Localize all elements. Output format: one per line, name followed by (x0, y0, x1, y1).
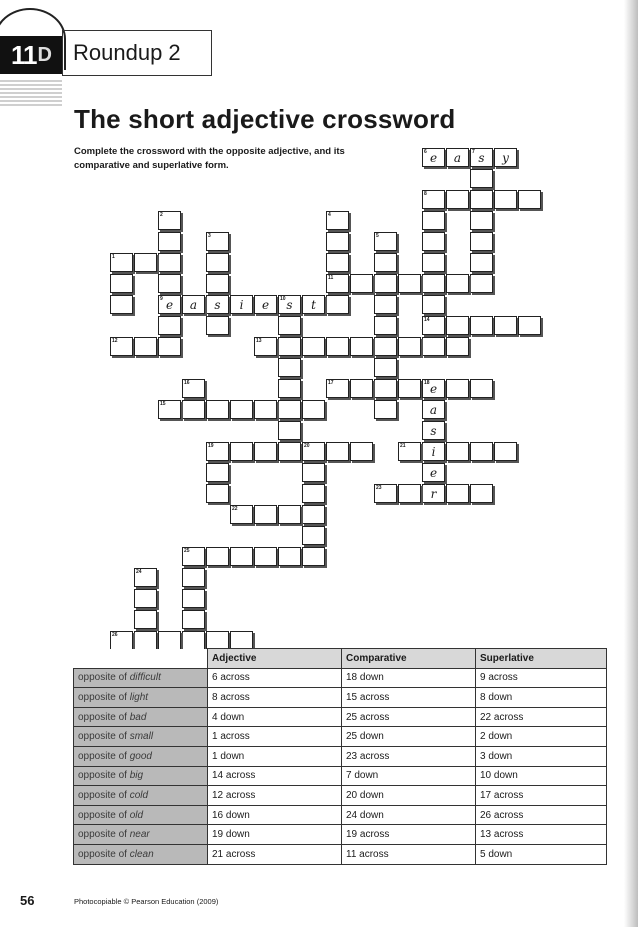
row-comparative: 15 across (342, 688, 476, 708)
clue-number: 14 (424, 317, 430, 323)
crossword-cell[interactable] (422, 400, 445, 419)
row-clue-word: small (129, 731, 154, 743)
row-superlative: 2 down (476, 727, 607, 747)
clue-table (73, 648, 607, 865)
crossword-cell[interactable] (278, 358, 301, 377)
crossword-cell[interactable] (326, 211, 349, 230)
crossword-cell[interactable] (206, 484, 229, 503)
cell-letter: s (286, 298, 293, 312)
crossword-cell[interactable] (302, 547, 325, 566)
crossword-cell[interactable] (254, 337, 277, 356)
row-superlative: 13 across (476, 825, 607, 845)
crossword-cell[interactable] (422, 463, 445, 482)
table-header-row (74, 649, 607, 669)
row-clue-prefix: opposite of (78, 711, 130, 723)
crossword-cell[interactable] (158, 316, 181, 335)
row-clue-word: near (129, 829, 150, 841)
crossword-cell[interactable] (134, 253, 157, 272)
crossword-cell[interactable] (326, 337, 349, 356)
crossword-cell[interactable] (158, 232, 181, 251)
page-title: The short adjective crossword (74, 104, 456, 134)
crossword-cell[interactable] (350, 442, 373, 461)
row-comparative: 18 down (342, 668, 476, 688)
crossword-cell[interactable] (110, 295, 133, 314)
crossword-cell[interactable] (470, 232, 493, 251)
crossword-cell[interactable] (350, 337, 373, 356)
crossword-cell[interactable] (254, 295, 277, 314)
clue-number: 20 (304, 443, 310, 449)
crossword-cell[interactable] (134, 337, 157, 356)
crossword-cell[interactable] (326, 253, 349, 272)
clue-number: 26 (112, 632, 118, 638)
clue-number: 6 (424, 149, 427, 155)
row-comparative: 11 across (342, 844, 476, 864)
crossword-cell[interactable] (182, 295, 205, 314)
row-clue-prefix: opposite of (78, 731, 130, 743)
crossword-cell[interactable] (446, 274, 469, 293)
row-clue-prefix: opposite of (78, 691, 130, 703)
crossword-cell[interactable] (326, 274, 349, 293)
copyright-footer: Photocopiable © Pearson Education (2009) (74, 897, 219, 906)
crossword-cell[interactable] (422, 232, 445, 251)
crossword-cell[interactable] (158, 211, 181, 230)
table-row (74, 727, 607, 747)
crossword-cell[interactable] (302, 505, 325, 524)
row-adjective: 4 down (208, 707, 342, 727)
clue-number: 3 (208, 233, 211, 239)
crossword-cell[interactable] (278, 295, 301, 314)
row-superlative: 5 down (476, 844, 607, 864)
crossword-cell[interactable] (254, 547, 277, 566)
row-adjective: 1 down (208, 746, 342, 766)
crossword-cell[interactable] (422, 337, 445, 356)
cell-letter: s (430, 424, 437, 438)
crossword-cell[interactable] (374, 379, 397, 398)
crossword-cell[interactable] (470, 484, 493, 503)
table-header-comparative: Comparative (342, 649, 476, 669)
cell-letter: a (429, 403, 438, 417)
crossword-cell[interactable] (206, 253, 229, 272)
clue-number: 15 (160, 401, 166, 407)
table-row (74, 766, 607, 786)
row-comparative: 20 down (342, 786, 476, 806)
crossword-cell[interactable] (326, 442, 349, 461)
crossword-cell[interactable] (326, 295, 349, 314)
crossword-cell[interactable] (470, 169, 493, 188)
row-superlative: 9 across (476, 668, 607, 688)
unit-number: 11 (11, 39, 37, 70)
crossword-cell[interactable] (470, 211, 493, 230)
crossword-cell[interactable] (446, 190, 469, 209)
row-clue (74, 844, 208, 864)
crossword-cell[interactable] (446, 442, 469, 461)
crossword-cell[interactable] (422, 442, 445, 461)
cell-letter: e (429, 466, 438, 480)
row-clue-word: cold (129, 789, 149, 801)
table-row (74, 707, 607, 727)
crossword-cell[interactable] (446, 484, 469, 503)
crossword-cell[interactable] (518, 316, 541, 335)
clue-number: 10 (280, 296, 286, 302)
crossword-cell[interactable] (182, 568, 205, 587)
crossword-cell[interactable] (350, 379, 373, 398)
page-number: 56 (20, 893, 35, 908)
crossword-cell[interactable] (278, 421, 301, 440)
row-comparative: 25 down (342, 727, 476, 747)
row-comparative: 19 across (342, 825, 476, 845)
row-clue (74, 825, 208, 845)
clue-number: 19 (208, 443, 214, 449)
clue-number: 18 (424, 380, 430, 386)
clue-number: 8 (424, 191, 427, 197)
row-adjective: 16 down (208, 805, 342, 825)
clue-number: 4 (328, 212, 331, 218)
crossword-cell[interactable] (206, 400, 229, 419)
crossword-cell[interactable] (158, 274, 181, 293)
crossword-cell[interactable] (302, 295, 325, 314)
crossword-cell[interactable] (206, 442, 229, 461)
cell-letter: i (431, 445, 436, 459)
crossword-cell[interactable] (422, 421, 445, 440)
crossword-cell[interactable] (350, 274, 373, 293)
crossword-cell[interactable] (374, 232, 397, 251)
crossword-cell[interactable] (134, 610, 157, 629)
crossword-cell[interactable] (302, 337, 325, 356)
crossword-cell[interactable] (158, 253, 181, 272)
row-clue-word: difficult (129, 672, 161, 684)
row-clue (74, 727, 208, 747)
crossword-cell[interactable] (230, 547, 253, 566)
row-clue-word: clean (129, 848, 154, 860)
crossword-cell[interactable] (158, 295, 181, 314)
cell-letter: s (478, 151, 485, 165)
crossword-cell[interactable] (398, 337, 421, 356)
crossword-cell[interactable] (278, 316, 301, 335)
crossword-cell[interactable] (470, 379, 493, 398)
crossword-cell[interactable] (230, 295, 253, 314)
row-superlative: 17 across (476, 786, 607, 806)
crossword-cell[interactable] (494, 148, 517, 167)
row-adjective: 6 across (208, 668, 342, 688)
crossword-cell[interactable] (182, 589, 205, 608)
crossword-cell[interactable] (254, 442, 277, 461)
row-clue-word: light (129, 691, 149, 703)
crossword-cell[interactable] (374, 316, 397, 335)
row-comparative: 25 across (342, 707, 476, 727)
cell-letter: r (430, 487, 437, 501)
crossword-cell[interactable] (518, 190, 541, 209)
crossword-cell[interactable] (206, 547, 229, 566)
crossword-cell[interactable] (254, 400, 277, 419)
row-superlative: 10 down (476, 766, 607, 786)
cell-letter: e (165, 298, 174, 312)
crossword-cell[interactable] (446, 148, 469, 167)
row-clue (74, 707, 208, 727)
crossword-cell[interactable] (110, 337, 133, 356)
crossword-cell[interactable] (422, 295, 445, 314)
clue-number: 16 (184, 380, 190, 386)
cell-letter: e (429, 151, 438, 165)
cell-letter: y (502, 151, 509, 165)
crossword-cell[interactable] (446, 337, 469, 356)
cell-letter: s (214, 298, 221, 312)
clue-number: 24 (136, 569, 142, 575)
clue-number: 12 (112, 338, 118, 344)
crossword-cell[interactable] (470, 442, 493, 461)
crossword-cell[interactable] (134, 589, 157, 608)
crossword-cell[interactable] (494, 442, 517, 461)
table-row (74, 786, 607, 806)
crossword-cell[interactable] (398, 274, 421, 293)
row-clue-prefix: opposite of (78, 672, 130, 684)
table-row (74, 825, 607, 845)
crossword-cell[interactable] (110, 274, 133, 293)
crossword-cell[interactable] (302, 526, 325, 545)
row-clue-word: old (129, 809, 144, 821)
table-row (74, 746, 607, 766)
table-row (74, 805, 607, 825)
crossword-cell[interactable] (470, 253, 493, 272)
crossword-cell[interactable] (446, 316, 469, 335)
crossword-cell[interactable] (206, 295, 229, 314)
crossword-cell[interactable] (134, 568, 157, 587)
clue-number: 13 (256, 338, 262, 344)
crossword-cell[interactable] (470, 148, 493, 167)
crossword-cell[interactable] (158, 400, 181, 419)
crossword-cell[interactable] (230, 505, 253, 524)
clue-number: 7 (472, 149, 475, 155)
crossword-cell[interactable] (494, 316, 517, 335)
crossword-cell[interactable] (422, 211, 445, 230)
table-row (74, 844, 607, 864)
table-header-blank (74, 649, 208, 669)
crossword-cell[interactable] (182, 547, 205, 566)
crossword-cell[interactable] (422, 316, 445, 335)
cell-letter: t (311, 298, 316, 312)
crossword-cell[interactable] (278, 400, 301, 419)
crossword-cell[interactable] (470, 316, 493, 335)
row-clue-word: big (129, 770, 144, 782)
crossword-cell[interactable] (374, 337, 397, 356)
crossword-cell[interactable] (158, 337, 181, 356)
crossword-cell[interactable] (278, 547, 301, 566)
row-clue-prefix: opposite of (78, 750, 130, 762)
clue-number: 2 (160, 212, 163, 218)
crossword-cell[interactable] (230, 400, 253, 419)
row-clue-prefix: opposite of (78, 829, 130, 841)
crossword-cell[interactable] (278, 505, 301, 524)
page-edge-shadow (624, 0, 638, 927)
crossword-cell[interactable] (398, 442, 421, 461)
row-clue (74, 688, 208, 708)
crossword-cell[interactable] (230, 442, 253, 461)
row-clue-prefix: opposite of (78, 809, 130, 821)
row-clue-prefix: opposite of (78, 789, 130, 801)
crossword-cell[interactable] (278, 379, 301, 398)
unit-tab (0, 0, 62, 110)
row-clue (74, 668, 208, 688)
crossword-cell[interactable] (398, 379, 421, 398)
row-clue (74, 786, 208, 806)
crossword-cell[interactable] (446, 379, 469, 398)
cell-letter: a (189, 298, 198, 312)
crossword-cell[interactable] (302, 463, 325, 482)
row-adjective: 12 across (208, 786, 342, 806)
crossword-cell[interactable] (326, 232, 349, 251)
row-adjective: 14 across (208, 766, 342, 786)
unit-stripes-decoration (0, 80, 62, 108)
clue-number: 17 (328, 380, 334, 386)
table-row (74, 688, 607, 708)
crossword-cell[interactable] (278, 442, 301, 461)
crossword-cell[interactable] (302, 400, 325, 419)
row-clue-prefix: opposite of (78, 848, 130, 860)
row-clue-prefix: opposite of (78, 770, 130, 782)
row-superlative: 26 across (476, 805, 607, 825)
cell-letter: a (453, 151, 462, 165)
crossword-cell[interactable] (110, 253, 133, 272)
row-adjective: 8 across (208, 688, 342, 708)
crossword-cell[interactable] (374, 253, 397, 272)
crossword-cell[interactable] (206, 232, 229, 251)
crossword-cell[interactable] (302, 442, 325, 461)
crossword-cell[interactable] (470, 274, 493, 293)
row-superlative: 3 down (476, 746, 607, 766)
crossword-cell[interactable] (182, 610, 205, 629)
cell-letter: e (261, 298, 270, 312)
crossword-cell[interactable] (254, 505, 277, 524)
row-adjective: 19 down (208, 825, 342, 845)
clue-number: 11 (328, 275, 334, 281)
crossword-cell[interactable] (206, 463, 229, 482)
crossword-cell[interactable] (374, 295, 397, 314)
crossword-cell[interactable] (206, 274, 229, 293)
row-clue (74, 805, 208, 825)
clue-number: 23 (376, 485, 382, 491)
row-clue-word: good (129, 750, 152, 762)
clue-number: 22 (232, 506, 238, 512)
table-body (74, 668, 607, 864)
cell-letter: i (239, 298, 244, 312)
crossword-cell[interactable] (494, 190, 517, 209)
row-superlative: 22 across (476, 707, 607, 727)
crossword-cell[interactable] (398, 484, 421, 503)
crossword-cell[interactable] (182, 379, 205, 398)
table-row (74, 668, 607, 688)
clue-number: 25 (184, 548, 190, 554)
row-comparative: 7 down (342, 766, 476, 786)
row-superlative: 8 down (476, 688, 607, 708)
crossword-cell[interactable] (182, 400, 205, 419)
row-clue (74, 766, 208, 786)
row-adjective: 1 across (208, 727, 342, 747)
table-header-adjective: Adjective (208, 649, 342, 669)
crossword-cell[interactable] (374, 400, 397, 419)
crossword-cell[interactable] (422, 379, 445, 398)
clue-number: 1 (112, 254, 115, 260)
crossword-cell[interactable] (374, 484, 397, 503)
clue-number: 5 (376, 233, 379, 239)
crossword-cell[interactable] (374, 358, 397, 377)
clue-number: 21 (400, 443, 406, 449)
table-header-superlative: Superlative (476, 649, 607, 669)
unit-label (0, 36, 62, 74)
row-comparative: 24 down (342, 805, 476, 825)
row-clue-word: bad (129, 711, 147, 723)
crossword-cell[interactable] (326, 379, 349, 398)
crossword-cell[interactable] (422, 190, 445, 209)
crossword-cell[interactable] (470, 190, 493, 209)
crossword-cell[interactable] (206, 316, 229, 335)
row-clue (74, 746, 208, 766)
crossword-cell[interactable] (422, 253, 445, 272)
row-comparative: 23 across (342, 746, 476, 766)
section-title: Roundup 2 (62, 30, 212, 76)
crossword-cell[interactable] (302, 484, 325, 503)
unit-letter: D (37, 43, 51, 66)
crossword-cell[interactable] (278, 337, 301, 356)
crossword-cell[interactable] (374, 274, 397, 293)
crossword-cell[interactable] (422, 274, 445, 293)
row-adjective: 21 across (208, 844, 342, 864)
clue-number: 9 (160, 296, 163, 302)
cell-letter: e (429, 382, 438, 396)
crossword-cell[interactable] (422, 484, 445, 503)
instructions: Complete the crossword with the opposite adjective, and its comparative and superlative form. (74, 146, 345, 171)
crossword-cell[interactable] (422, 148, 445, 167)
